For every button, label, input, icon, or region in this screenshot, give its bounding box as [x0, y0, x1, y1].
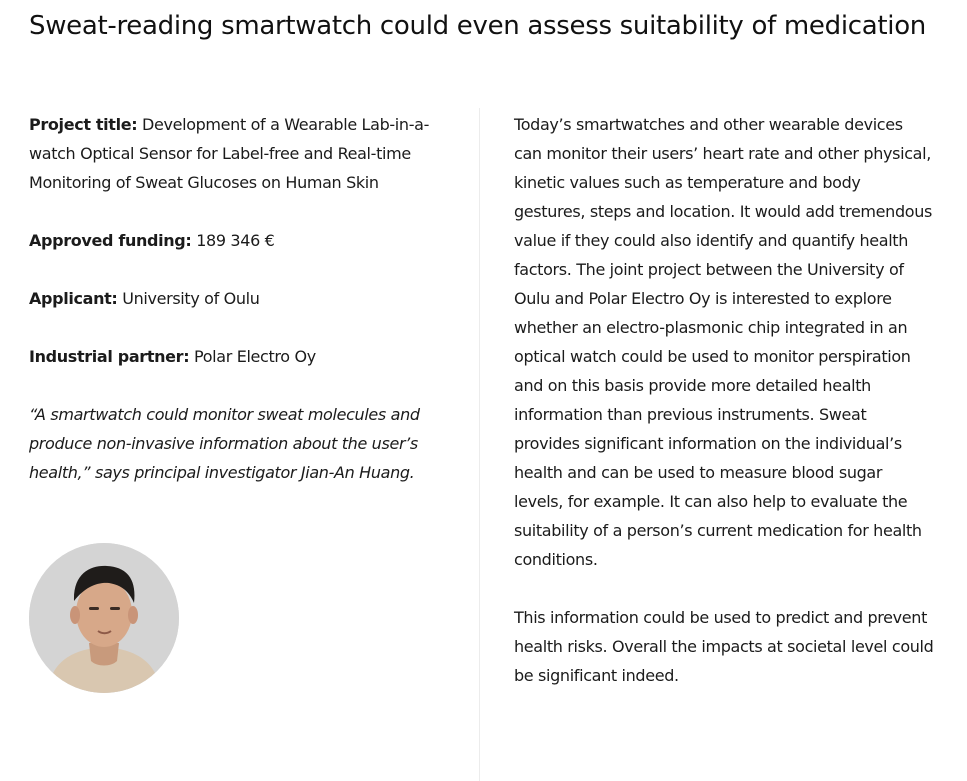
applicant-row — [29, 284, 464, 313]
project-title-value: Development of a Wearable Lab-in-a-watch Optical Sensor for Label-free and Real-time Monitoring of Sweat Glucoses on Human Skin — [29, 115, 429, 192]
industrial-partner-row — [29, 342, 464, 371]
page-title: Sweat-reading smartwatch could even assess suitability of medication — [29, 11, 926, 41]
funding-value: 189 346 € — [196, 231, 275, 250]
article-body — [514, 110, 934, 719]
investigator-photo — [29, 543, 179, 693]
body-paragraph: Today’s smartwatches and other wearable devices can monitor their users’ heart rate and other physical, kinetic values such as temperature and body gestures, steps and location. It would add tremendous value if they could also identify and quantify health factors. The joint project between the University of Oulu and Polar Electro Oy is interested to explore whether an electro-plasmonic chip integrated in an optical watch could be used to monitor perspiration and on this basis provide more detailed health information than previous instruments. Sweat provides significant information on the individual’s health and can be used to measure blood sugar levels, for example. It can also help to evaluate the suitability of a person’s current medication for health conditions. — [514, 115, 932, 569]
applicant-value: University of Oulu — [122, 289, 260, 308]
industrial-partner-label: Industrial partner: — [29, 347, 190, 366]
column-divider — [479, 108, 480, 781]
funding-label: Approved funding: — [29, 231, 192, 250]
applicant-label: Applicant: — [29, 289, 118, 308]
project-title-row — [29, 110, 464, 197]
portrait-illustration — [29, 543, 179, 693]
body-paragraph: This information could be used to predict and prevent health risks. Overall the impacts at societal level could be significant indeed. — [514, 608, 934, 685]
industrial-partner-value: Polar Electro Oy — [194, 347, 316, 366]
project-details — [29, 110, 464, 487]
funding-row — [29, 226, 464, 255]
investigator-quote: “A smartwatch could monitor sweat molecules and produce non-invasive information about the user’s health,” says principal investigator Jian-An Huang. — [29, 405, 420, 482]
project-title-label: Project title: — [29, 115, 138, 134]
